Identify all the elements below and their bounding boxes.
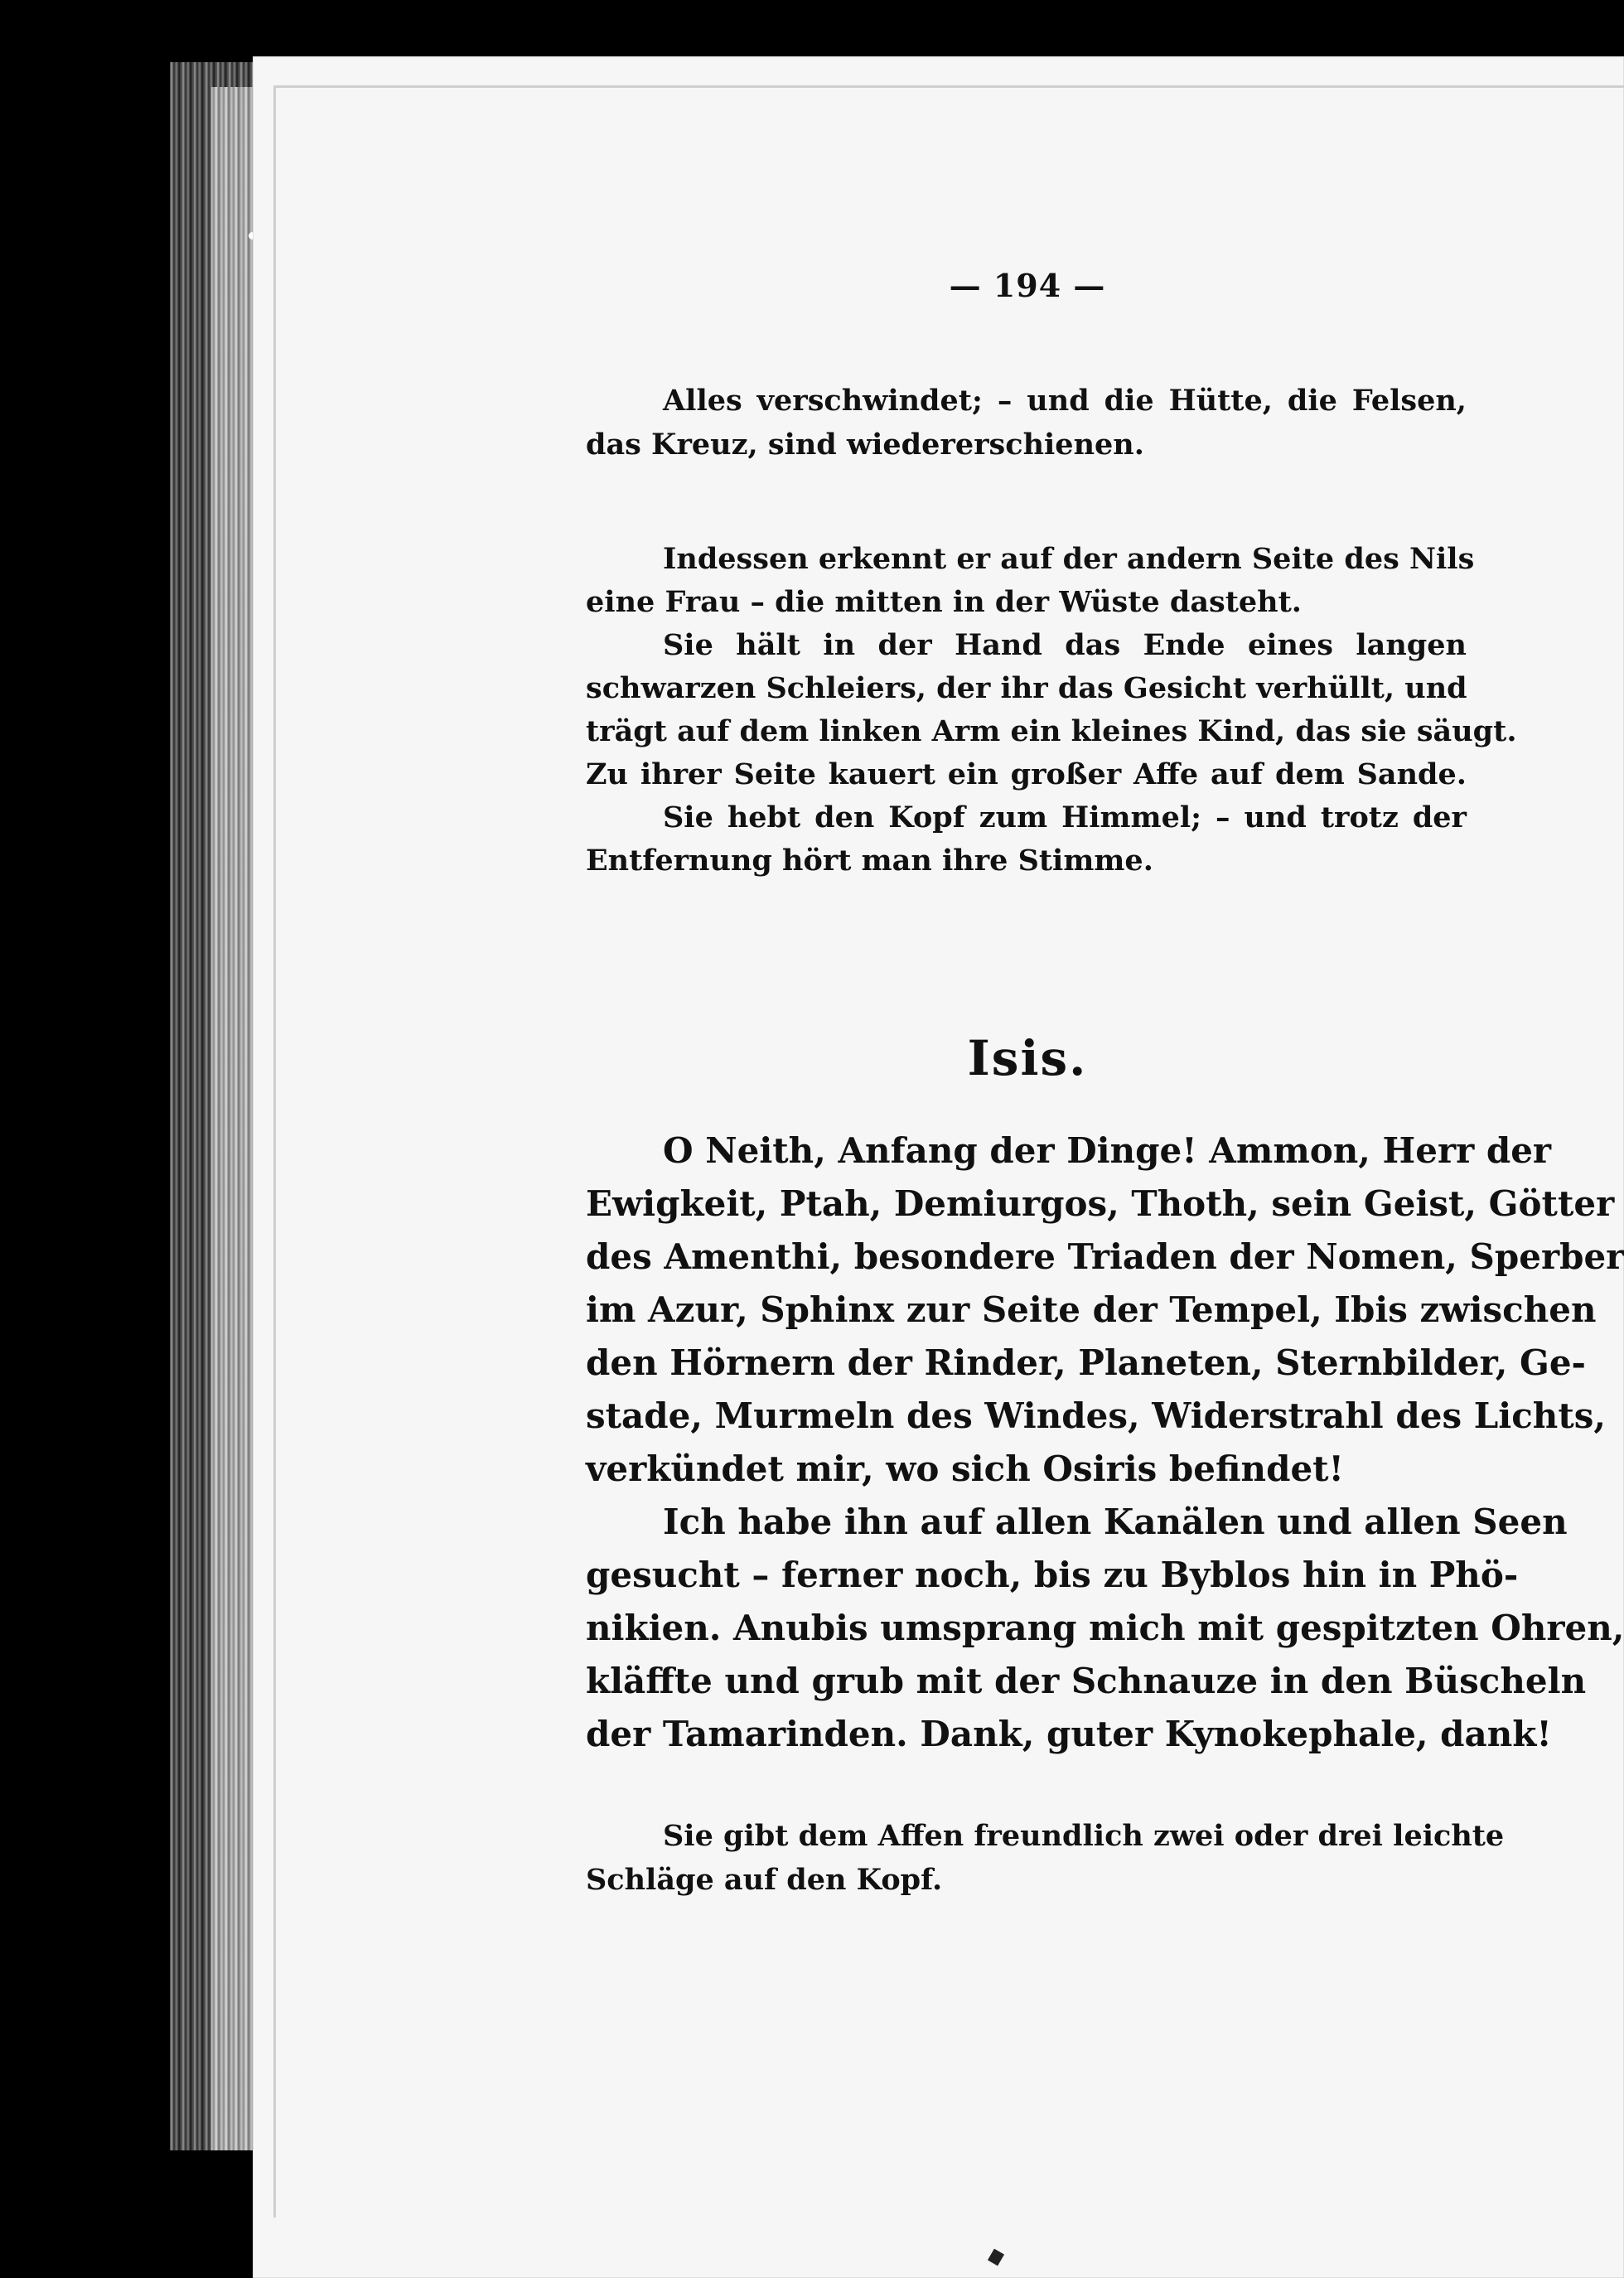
paragraph-line: schwarzen Schleiers, der ihr das Gesicht verhüllt, und xyxy=(586,671,1467,705)
speech-line: des Amenthi, besondere Triaden der Nomen, Sperber xyxy=(586,1236,1624,1277)
speech-line: stade, Murmeln des Windes, Widerstrahl des Lichts, xyxy=(586,1395,1607,1436)
paragraph-line: trägt auf dem linken Arm ein kleines Kind, das sie säugt. xyxy=(586,714,1517,748)
speech-line: nikien. Anubis umsprang mich mit gespitzten Ohren, xyxy=(586,1608,1624,1648)
speech-line: der Tamarinden. Dank, guter Kynokephale, dank! xyxy=(586,1714,1552,1754)
stage-direction-line: Schläge auf den Kopf. xyxy=(586,1863,943,1897)
paragraph-line: eine Frau – die mitten in der Wüste dasteht. xyxy=(586,585,1302,619)
paragraph-line: Sie hält in der Hand das Ende eines langen xyxy=(663,628,1467,662)
stage-direction-line: Sie gibt dem Affen freundlich zwei oder drei leichte xyxy=(663,1819,1505,1853)
speech-line: O Neith, Anfang der Dinge! Ammon, Herr der xyxy=(663,1130,1552,1171)
speech-line: Ewigkeit, Ptah, Demiurgos, Thoth, sein Geist, Götter xyxy=(586,1183,1615,1224)
page-number: — 194 — xyxy=(949,267,1106,304)
paragraph-line: Entfernung hört man ihre Stimme. xyxy=(586,844,1153,878)
paragraph-line: das Kreuz, sind wiedererschienen. xyxy=(586,428,1144,462)
speech-line: verkündet mir, wo sich Osiris befindet! xyxy=(586,1449,1344,1489)
paragraph-line: Zu ihrer Seite kauert ein großer Affe auf dem Sande. xyxy=(586,757,1467,791)
speech-line: den Hörnern der Rinder, Planeten, Sternbilder, Ge- xyxy=(586,1342,1586,1383)
speech-line: im Azur, Sphinx zur Seite der Tempel, Ibis zwischen xyxy=(586,1289,1597,1330)
speech-line: Ich habe ihn auf allen Kanälen und allen Seen xyxy=(663,1502,1568,1542)
section-heading: Isis. xyxy=(967,1030,1088,1086)
speech-line: kläffte und grub mit der Schnauze in den Büscheln xyxy=(586,1661,1587,1701)
paragraph-line: Indessen erkennt er auf der andern Seite des Nils xyxy=(663,542,1475,576)
paragraph-line: Alles verschwindet; – und die Hütte, die Felsen, xyxy=(663,384,1467,418)
paragraph-line: Sie hebt den Kopf zum Himmel; – und trotz der xyxy=(663,800,1467,834)
speech-line: gesucht – ferner noch, bis zu Byblos hin in Phö- xyxy=(586,1555,1519,1595)
